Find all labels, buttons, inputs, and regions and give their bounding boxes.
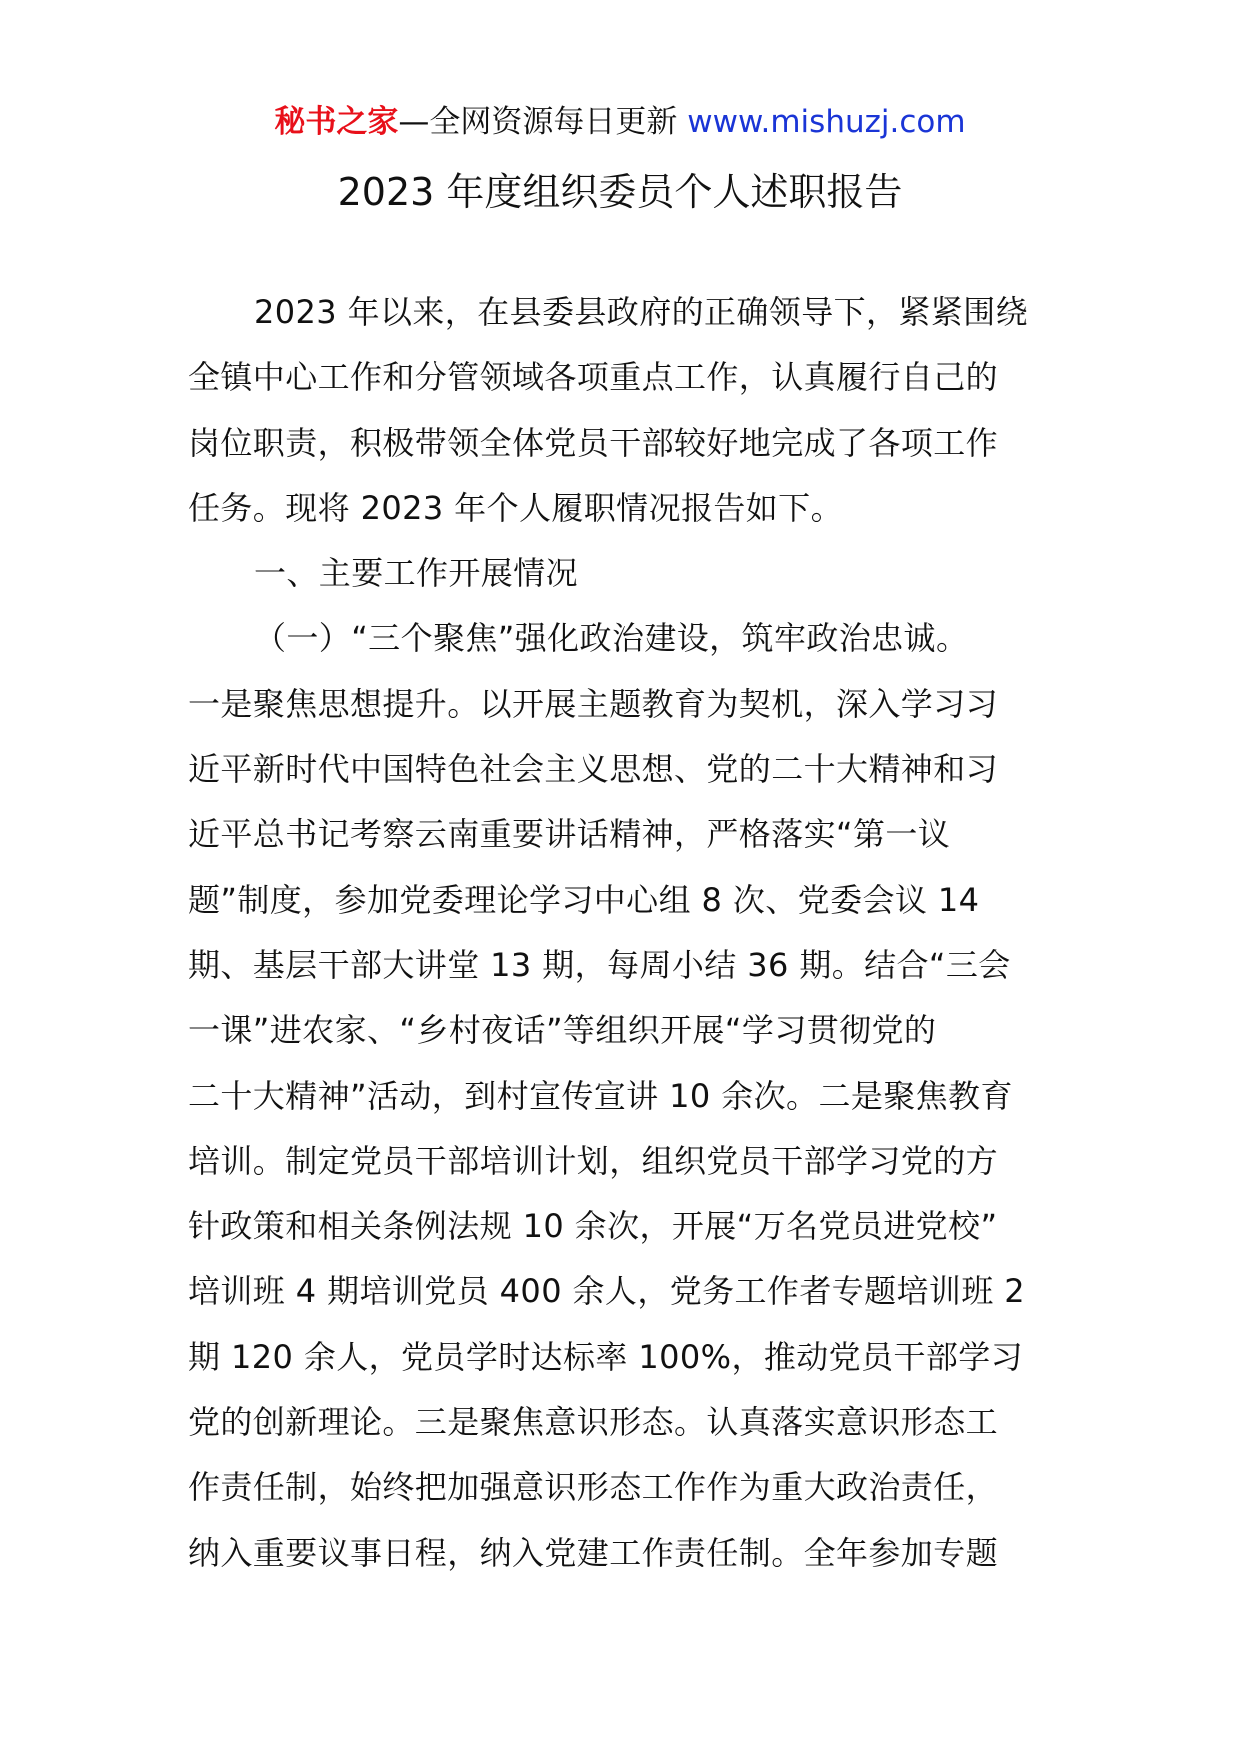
watermark-tagline: —全网资源每日更新: [398, 104, 688, 140]
subsection-heading: （一）“三个聚焦”强化政治建设，筑牢政治忠诚。: [254, 619, 969, 658]
paragraph-line: 任务。现将 2023 年个人履职情况报告如下。: [188, 488, 843, 527]
paragraph-line: 作责任制，始终把加强意识形态工作作为重大政治责任，: [188, 1468, 999, 1507]
document-body: [188, 280, 1058, 1586]
watermark-header: [0, 100, 1240, 144]
paragraph-line: 纳入重要议事日程，纳入党建工作责任制。全年参加专题: [188, 1533, 999, 1572]
paragraph-line: 岗位职责，积极带领全体党员干部较好地完成了各项工作: [188, 423, 999, 462]
paragraph-line: 2023 年以来，在县委县政府的正确领导下，紧紧围绕: [254, 293, 1029, 331]
paragraph-line: 期 120 余人，党员学时达标率 100%，推动党员干部学习: [188, 1337, 1024, 1376]
paragraph-line: 二十大精神”活动，到村宣传宣讲 10 余次。二是聚焦教育: [188, 1076, 1013, 1115]
paragraph-line: 题”制度，参加党委理论学习中心组 8 次、党委会议 14: [188, 880, 980, 919]
paragraph-line: 党的创新理论。三是聚焦意识形态。认真落实意识形态工: [188, 1403, 999, 1442]
watermark-brand: 秘书之家: [274, 104, 399, 140]
watermark-url[interactable]: www.mishuzj.com: [687, 104, 966, 140]
paragraph-line: 近平新时代中国特色社会主义思想、党的二十大精神和习: [188, 750, 999, 789]
paragraph-line: 一是聚焦思想提升。以开展主题教育为契机，深入学习习: [188, 684, 999, 723]
paragraph-line: 针政策和相关条例法规 10 余次，开展“万名党员进党校”: [188, 1207, 998, 1246]
paragraph-line: 近平总书记考察云南重要讲话精神，严格落实“第一议: [188, 815, 951, 854]
document-title: 2023 年度组织委员个人述职报告: [337, 170, 903, 214]
paragraph-line: 期、基层干部大讲堂 13 期，每周小结 36 期。结合“三会: [188, 945, 1011, 984]
paragraph-line: 全镇中心工作和分管领域各项重点工作，认真履行自己的: [188, 358, 999, 397]
section-heading: 一、主要工作开展情况: [254, 554, 579, 593]
paragraph-line: 培训班 4 期培训党员 400 余人，党务工作者专题培训班 2: [188, 1272, 1026, 1311]
paragraph-line: 培训。制定党员干部培训计划，组织党员干部学习党的方: [188, 1141, 999, 1180]
paragraph-line: 一课”进农家、“乡村夜话”等组织开展“学习贯彻党的: [188, 1011, 937, 1050]
